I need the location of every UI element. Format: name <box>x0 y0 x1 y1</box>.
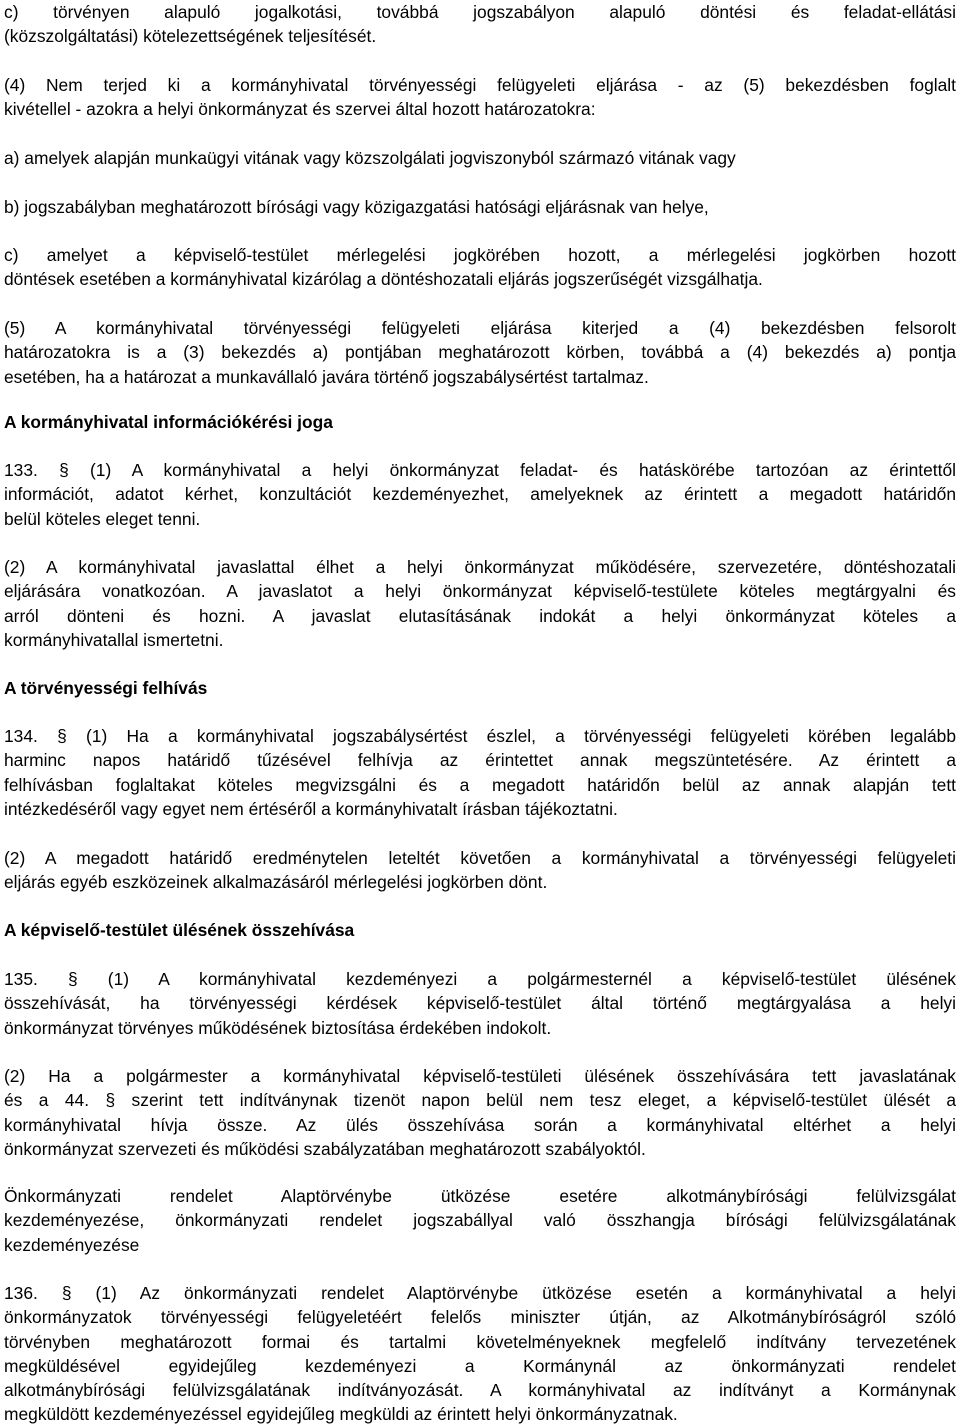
text-line: harminc napos határidő tűzésével felhívja az érintettet annak megszüntetésére. Az érintett a <box>4 750 956 771</box>
text-line: megküldött kezdeményezéssel egyidejűleg megküldi az érintett helyi önkormányzatnak. <box>4 1404 678 1425</box>
text-line: és a 44. § szerint tett indítványnak tizenöt napon belül nem tesz eleget, a képviselő-testület ülését a <box>4 1090 956 1111</box>
text-line: arról dönteni és hozni. A javaslat elutasításának indokát a helyi önkormányzat köteles a <box>4 605 956 626</box>
text-line: kezdeményezése, önkormányzati rendelet jogszabállyal való összhangja bírósági felülvizsgálatának <box>4 1210 956 1231</box>
paragraph <box>4 1281 956 1427</box>
paragraph <box>4 243 956 292</box>
section-heading <box>4 676 956 700</box>
paragraph <box>4 555 956 652</box>
paragraph <box>4 724 956 821</box>
paragraph <box>4 1184 956 1257</box>
text-line: (2) A kormányhivatal javaslattal élhet a helyi önkormányzat működésére, szervezetére, döntéshozatali <box>4 557 956 577</box>
text-line: belül köteles eleget tenni. <box>4 508 201 529</box>
text-line: döntések esetében a kormányhivatal kizárólag a döntéshozatali eljárás jogszerűségét vizsgálhatja. <box>4 269 763 290</box>
text-line: határozatokra is a (3) bekezdés a) pontjában meghatározott körben, továbbá a (4) bekezdés a) pontja <box>4 342 956 363</box>
text-line: intézkedéséről vagy egyet nem értéséről a kormányhivatalt írásban tájékoztatni. <box>4 798 618 819</box>
text-line: A törvényességi felhívás <box>4 678 208 698</box>
text-line: b) jogszabályban meghatározott bírósági vagy közigazgatási hatósági eljárásnak van helye, <box>4 197 709 217</box>
text-line: esetében, ha a határozat a munkavállaló javára történő jogszabálysértést tartalmaz. <box>4 366 649 387</box>
text-line: kormányhivatal hívja össze. Az ülés összehívása során a kormányhivatal eltérhet a helyi <box>4 1114 956 1135</box>
text-line: 136. § (1) Az önkormányzati rendelet Alaptörvénybe ütközése esetén a kormányhivatal a helyi <box>4 1283 956 1303</box>
text-line: felhívásban foglaltakat köteles megvizsgálni és a megadott határidőn belül az annak alapján tett <box>4 774 956 795</box>
text-line: a) amelyek alapján munkaügyi vitának vagy közszolgálati jogviszonyból származó vitának vagy <box>4 148 736 168</box>
text-line: c) amelyet a képviselő-testület mérlegelési jogkörében hozott, a mérlegelési jogkörben hozott <box>4 245 956 265</box>
text-line: információt, adatot kérhet, konzultációt kezdeményezhet, amelyeknek az érintett a megadott határidőn <box>4 484 956 505</box>
text-line: megküldésével egyidejűleg kezdeményezi a Kormánynál az önkormányzati rendelet <box>4 1355 956 1376</box>
text-line: 133. § (1) A kormányhivatal a helyi önkormányzat feladat- és hatáskörébe tartozóan az érintettől <box>4 460 956 480</box>
text-line: eljárás egyéb eszközeinek alkalmazásáról mérlegelési jogkörben dönt. <box>4 872 548 893</box>
text-line: (4) Nem terjed ki a kormányhivatal törvényességi felügyeleti eljárása - az (5) bekezdésben foglalt <box>4 75 956 95</box>
text-line: alkotmánybírósági felülvizsgálatának indítványozását. A kormányhivatal az indítványt a Kormánynak <box>4 1380 956 1401</box>
text-line: kezdeményezése <box>4 1234 140 1255</box>
text-line: összehívását, ha törvényességi kérdések képviselő-testület által történő megtárgyalása a helyi <box>4 993 956 1014</box>
text-line: Önkormányzati rendelet Alaptörvénybe ütközése esetére alkotmánybírósági felülvizsgálat <box>4 1186 956 1206</box>
text-line: (2) A megadott határidő eredménytelen leteltét követően a kormányhivatal a törvényességi felügyeleti <box>4 848 956 868</box>
text-line: (5) A kormányhivatal törvényességi felügyeleti eljárása kiterjed a (4) bekezdésben felsorolt <box>4 318 956 338</box>
text-line: A kormányhivatal információkérési joga <box>4 412 333 432</box>
text-line: kormányhivatallal ismertetni. <box>4 629 224 650</box>
paragraph <box>4 967 956 1040</box>
section-heading <box>4 410 956 434</box>
paragraph <box>4 146 956 170</box>
paragraph <box>4 73 956 122</box>
paragraph <box>4 846 956 895</box>
text-line: 134. § (1) Ha a kormányhivatal jogszabálysértést észlel, a törvényességi felügyeleti körében legalább <box>4 726 956 746</box>
paragraph <box>4 195 956 219</box>
text-line: (közszolgáltatási) kötelezettségének teljesítését. <box>4 26 377 47</box>
text-line: önkormányzat törvényes működésének biztosítása érdekében indokolt. <box>4 1017 552 1038</box>
paragraph <box>4 458 956 531</box>
text-line: önkormányzatok törvényességi felügyeletéért felelős miniszter útján, az Alkotmánybíróságról szóló <box>4 1307 956 1328</box>
text-line: A képviselő-testület ülésének összehívása <box>4 920 355 940</box>
paragraph <box>4 316 956 389</box>
paragraph <box>4 1064 956 1161</box>
text-line: törvényben meghatározott formai és tartalmi követelményeknek megfelelő indítvány tervezetének <box>4 1331 956 1352</box>
text-line: önkormányzat szervezeti és működési szabályzatában meghatározott szabályoktól. <box>4 1138 646 1159</box>
text-line: c) törvényen alapuló jogalkotási, továbbá jogszabályon alapuló döntési és feladat-ellátási <box>4 2 956 22</box>
text-line: (2) Ha a polgármester a kormányhivatal képviselő-testületi ülésének összehívására tett javaslatának <box>4 1066 956 1086</box>
text-line: eljárására vonatkozóan. A javaslatot a helyi önkormányzat képviselő-testülete köteles megtárgyalni és <box>4 581 956 602</box>
text-line: 135. § (1) A kormányhivatal kezdeményezi a polgármesternél a képviselő-testület ülésének <box>4 969 956 989</box>
paragraph <box>4 0 956 49</box>
section-heading <box>4 918 956 942</box>
text-line: kivétellel - azokra a helyi önkormányzat és szervei által hozott határozatokra: <box>4 99 596 120</box>
